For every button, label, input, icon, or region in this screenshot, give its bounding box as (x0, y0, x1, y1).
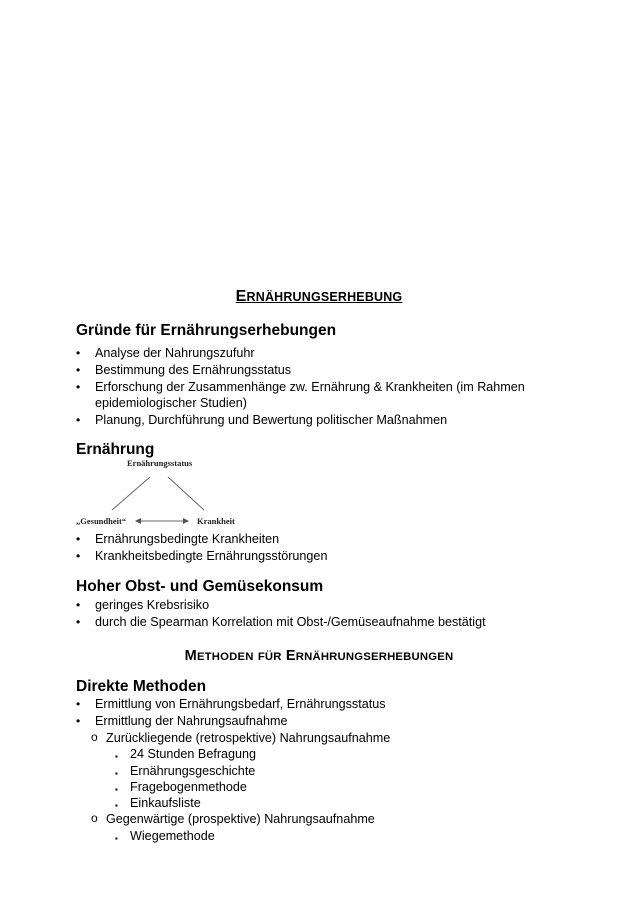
square-bullet-icon: ▪ (115, 834, 118, 843)
diagram-label-top: Ernährungsstatus (127, 458, 193, 468)
title-rest: RNÄHRUNGSERHEBUNG (246, 290, 403, 304)
ring-bullet-icon: o (91, 811, 98, 825)
bullet-icon: • (76, 549, 81, 563)
arrow-to-krankheit (168, 477, 204, 510)
document-page: ERNÄHRUNGSERHEBUNG Gründe für Ernährungserhebungen • Analyse der Nahrungszufuhr • Bestimmung des Ernährungsstatus • Erforschung der Zusammenhänge zw. Ernährung & Krankheiten (im Rahmen epidemiologischer Studien) • Planung, Durchführung und Bewertung politischer Maßnahmen Ernährung Ernährungsstatus „Gesundheit“ Krankheit • Ernährungsbedingte Krankheiten • Krankheitsbedingte Ernährungsstörungen Hoher Obst- und Gemüsekonsum • geringes Krebsrisiko • durch die Spearman Korrelation mit Obst-/Gemüseaufnahme bestätigt METHODEN FÜR ERNÄHRUNGSERHEBUNGEN Direkte Methoden • Ermittlung von Ernährungsbedarf, Ernährungsstatus • Ermittlung der Nahrungsaufnahme o Zurückliegende (retrospektive) Nahrungsaufnahme ▪ 24 Stunden Befragung ▪ Ernährungsgeschichte ▪ Fragebogenmethode ▪ Einkaufsliste o Gegenwärtige (prospektive) Nahrungsaufnahme ▪ Wiegemethode (0, 0, 638, 903)
bullet-icon: • (76, 346, 81, 360)
bullet-icon: • (76, 413, 81, 427)
ring-bullet-icon: o (91, 730, 98, 744)
bullet-icon: • (76, 363, 81, 377)
bullet-icon: • (76, 532, 81, 546)
square-bullet-icon: ▪ (115, 769, 118, 778)
arrow-to-gesundheit (112, 477, 150, 510)
bullet-icon: • (76, 615, 81, 629)
document-title (0, 288, 638, 306)
square-bullet-icon: ▪ (115, 801, 118, 810)
square-bullet-icon: ▪ (115, 752, 118, 761)
diagram-label-right: Krankheit (197, 516, 235, 526)
section-title-methoden: METHODEN FÜR ERNÄHRUNGSERHEBUNGEN (184, 648, 454, 664)
bullet-icon: • (76, 380, 81, 394)
section-heading-gruende: Gründe für Ernährungserhebungen (76, 322, 337, 339)
section-heading-obst-gemuese: Hoher Obst- und Gemüsekonsum (76, 578, 324, 595)
bullet-icon: • (76, 697, 81, 711)
title-initial: E (235, 288, 247, 305)
square-bullet-icon: ▪ (115, 785, 118, 794)
diagram-label-left: „Gesundheit“ (76, 516, 127, 526)
section-heading-ernaehrung: Ernährung (76, 441, 155, 458)
bullet-icon: • (76, 598, 81, 612)
section-heading-direkte-methoden: Direkte Methoden (76, 678, 207, 695)
bullet-icon: • (76, 714, 81, 728)
